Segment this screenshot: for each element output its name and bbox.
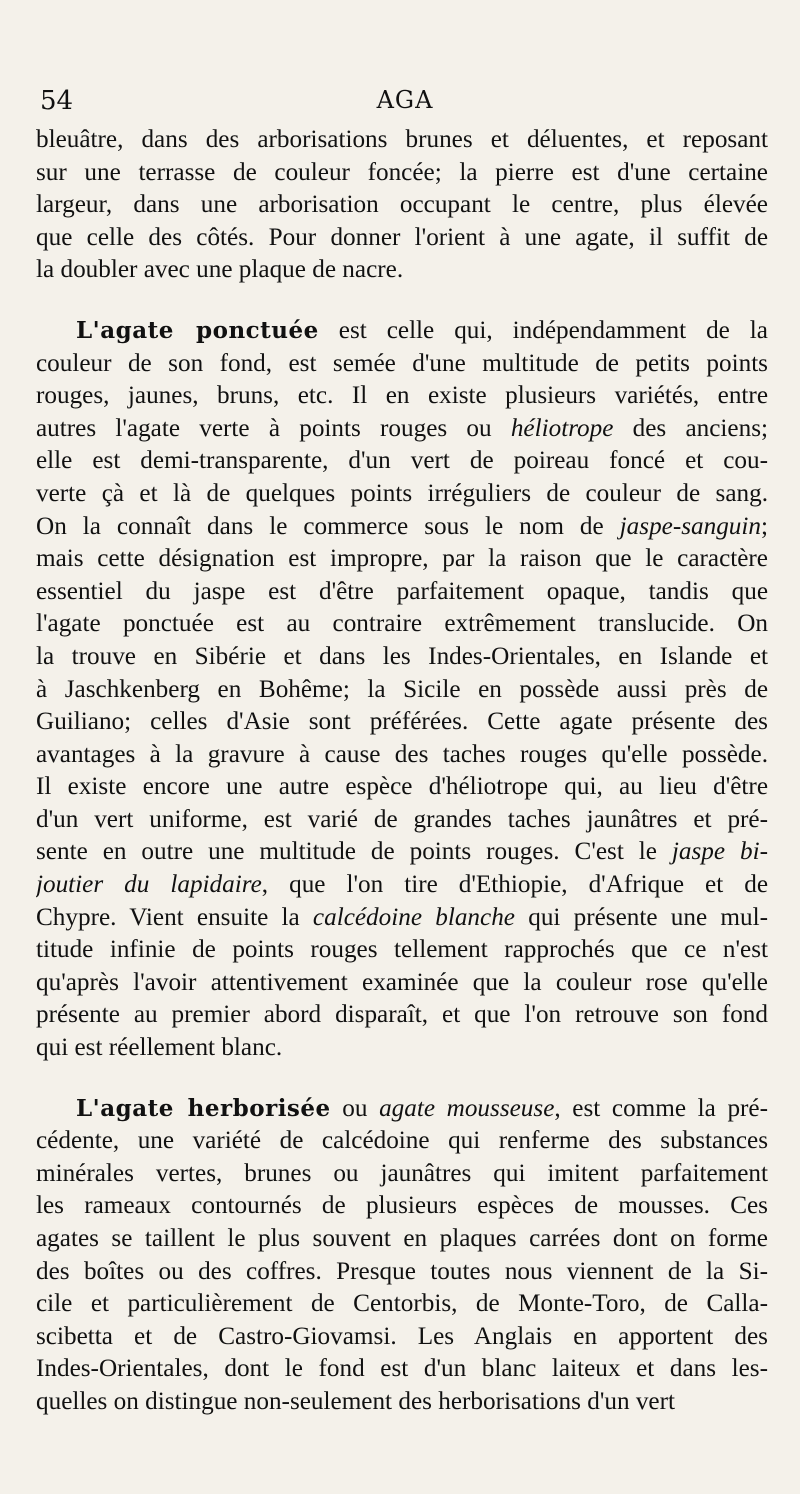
italic-term: jaspe bi- bbox=[671, 838, 768, 866]
italic-term: jaspe-sanguin bbox=[619, 512, 761, 540]
line-text: titude infinie de points rouges tellement rapprochés que ce n'est bbox=[36, 936, 768, 964]
line-text: verte çà et là de quelques points irréguliers de couleur de sang. bbox=[36, 479, 768, 507]
line-text: scibetta et de Castro-Giovamsi. Les Anglais en apportent des bbox=[36, 1322, 768, 1350]
line-text: mais cette désignation est impropre, par la raison que le caractère bbox=[36, 545, 768, 573]
line-text: les rameaux contournés de plusieurs espèces de mousses. Ces bbox=[36, 1192, 768, 1220]
line-text: ou bbox=[330, 1094, 380, 1122]
text-line bbox=[36, 771, 768, 804]
line-text: à Jaschkenberg en Bohême; la Sicile en possède aussi près de bbox=[36, 675, 768, 703]
line-text: d'un vert uniforme, est varié de grandes taches jaunâtres et pré- bbox=[36, 805, 768, 833]
line-text: Il existe encore une autre espèce d'héliotrope qui, au lieu d'être bbox=[36, 773, 768, 801]
text-line bbox=[36, 413, 768, 446]
paragraph-gap bbox=[36, 287, 768, 315]
text-line bbox=[36, 739, 768, 772]
text-line bbox=[36, 902, 768, 935]
text-line bbox=[36, 511, 768, 544]
line-text: présente au premier abord disparaît, et que l'on retrouve son fond bbox=[36, 1001, 768, 1029]
line-text: l'agate ponctuée est au contraire extrêmement translucide. On bbox=[36, 610, 768, 638]
text-line bbox=[36, 641, 768, 674]
line-text: Indes-Orientales, dont le fond est d'un blanc laiteux et dans les- bbox=[36, 1355, 768, 1383]
text-line bbox=[36, 1158, 768, 1191]
text-line bbox=[36, 222, 768, 255]
text-line bbox=[36, 1093, 768, 1126]
text-line bbox=[36, 478, 768, 511]
text-line bbox=[36, 157, 768, 190]
line-text: sur une terrasse de couleur foncée; la pierre est d'une certaine bbox=[36, 158, 768, 186]
line-text: ; bbox=[761, 512, 768, 540]
term-heading: L'agate herborisée bbox=[76, 1094, 331, 1122]
line-text: essentiel du jaspe est d'être parfaitement opaque, tandis que bbox=[36, 577, 768, 605]
line-text: agates se taillent le plus souvent en plaques carrées dont on forme bbox=[36, 1225, 768, 1252]
text-line bbox=[36, 348, 768, 381]
text-line bbox=[36, 608, 768, 641]
text-line bbox=[36, 254, 768, 287]
text-line bbox=[36, 1256, 768, 1289]
term-heading: L'agate ponctuée bbox=[76, 316, 319, 344]
line-text: est celle qui, indépendamment de la bbox=[318, 316, 768, 344]
text-line bbox=[36, 674, 768, 707]
line-text: , que l'on tire d'Ethiopie, d'Afrique et de bbox=[261, 871, 768, 899]
line-text: Chypre. Vient ensuite la bbox=[36, 903, 313, 931]
line-text: minérales vertes, brunes ou jaunâtres qui imitent parfaitement bbox=[36, 1159, 768, 1187]
text-line bbox=[36, 869, 768, 902]
line-text: rouges, jaunes, bruns, etc. Il en existe plusieurs variétés, entre bbox=[36, 382, 768, 410]
line-text: quelles on distingue non-seulement des herborisations d'un vert bbox=[36, 1387, 675, 1415]
text-line bbox=[36, 124, 768, 157]
text-line bbox=[36, 1125, 768, 1158]
text-line bbox=[36, 543, 768, 576]
text-line bbox=[36, 1321, 768, 1354]
line-text: qu'après l'avoir attentivement examinée que la couleur rose qu'elle bbox=[36, 968, 768, 996]
text-line bbox=[36, 1353, 768, 1386]
line-text: que celle des côtés. Pour donner l'orient à une agate, il suffit de bbox=[36, 223, 768, 251]
line-text: des anciens; bbox=[613, 414, 768, 442]
line-text: sente en outre une multitude de points rouges. C'est le bbox=[36, 838, 672, 866]
text-line bbox=[36, 315, 768, 348]
line-text: qui est réellement blanc. bbox=[36, 1034, 283, 1062]
text-line bbox=[36, 1223, 768, 1256]
line-text: , est comme la pré- bbox=[554, 1094, 768, 1122]
text-line bbox=[36, 1288, 768, 1321]
text-line bbox=[36, 999, 768, 1032]
line-text: des boîtes ou des coffres. Presque toutes nous viennent de la Si- bbox=[36, 1257, 768, 1285]
page-number: 54 bbox=[40, 86, 74, 116]
text-line bbox=[36, 1386, 768, 1419]
line-text: cile et particulièrement de Centorbis, de Monte-Toro, de Calla- bbox=[36, 1290, 768, 1318]
line-text: qui présente une mul- bbox=[514, 903, 768, 931]
text-line bbox=[36, 836, 768, 869]
line-text: la doubler avec une plaque de nacre. bbox=[36, 256, 404, 284]
line-text: avantages à la gravure à cause des taches rouges qu'elle possède. bbox=[36, 740, 768, 768]
italic-term: agate mousseuse bbox=[379, 1094, 555, 1122]
text-line bbox=[36, 576, 768, 609]
line-text: cédente, une variété de calcédoine qui renferme des substances bbox=[36, 1127, 768, 1155]
italic-term: joutier du lapidaire bbox=[36, 871, 262, 899]
text-line bbox=[36, 380, 768, 413]
italic-term: calcédoine blanche bbox=[312, 903, 515, 931]
text-line bbox=[36, 706, 768, 739]
paragraph-gap bbox=[36, 1065, 768, 1093]
text-line bbox=[36, 1190, 768, 1223]
body-text bbox=[36, 124, 768, 1419]
text-line bbox=[36, 445, 768, 478]
text-line bbox=[36, 189, 768, 222]
italic-term: héliotrope bbox=[510, 414, 614, 442]
text-line bbox=[36, 804, 768, 837]
text-line bbox=[36, 934, 768, 967]
line-text: la trouve en Sibérie et dans les Indes-Orientales, en Islande et bbox=[36, 642, 768, 670]
line-text: elle est demi-transparente, d'un vert de poireau foncé et cou- bbox=[36, 447, 768, 475]
line-text: largeur, dans une arborisation occupant le centre, plus élevée bbox=[36, 191, 768, 219]
line-text: On la connaît dans le commerce sous le nom de bbox=[36, 512, 620, 540]
line-text: autres l'agate verte à points rouges ou bbox=[36, 414, 511, 442]
text-line bbox=[36, 967, 768, 1000]
page-header bbox=[40, 80, 770, 120]
text-line bbox=[36, 1032, 768, 1065]
line-text: bleuâtre, dans des arborisations brunes et déluentes, et reposant bbox=[36, 126, 768, 153]
line-text: Guiliano; celles d'Asie sont préférées. Cette agate présente des bbox=[36, 708, 768, 736]
line-text: couleur de son fond, est semée d'une multitude de petits points bbox=[36, 349, 768, 377]
running-head: AGA bbox=[376, 86, 434, 114]
